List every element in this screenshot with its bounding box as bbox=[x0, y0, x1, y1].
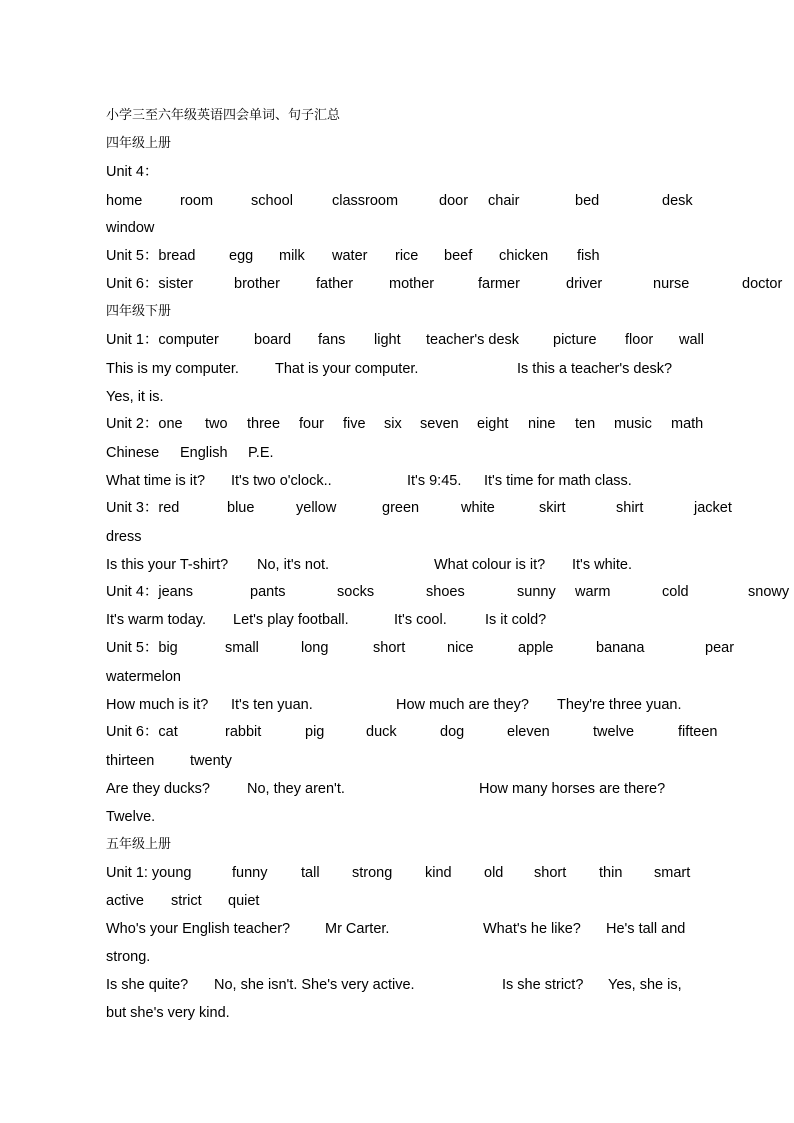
vocab-word: socks bbox=[337, 584, 375, 600]
vocab-word: brother bbox=[234, 276, 280, 292]
vocab-word: cold bbox=[662, 584, 689, 600]
sentence-line bbox=[106, 974, 794, 996]
vocab-word: math bbox=[671, 416, 704, 432]
vocab-word: light bbox=[374, 332, 401, 348]
word-list-line bbox=[106, 497, 794, 519]
example-sentence: What time is it? bbox=[106, 473, 206, 489]
section-heading-grade4-second-term: 四年级下册 bbox=[106, 304, 172, 319]
vocab-word: twelve bbox=[593, 724, 635, 740]
vocab-word: short bbox=[534, 865, 567, 881]
example-sentence: Are they ducks? bbox=[106, 781, 210, 797]
word-list-line bbox=[106, 442, 794, 464]
sentence-line: Twelve. bbox=[106, 809, 156, 825]
word-list-line: dress bbox=[106, 529, 142, 545]
vocab-word: old bbox=[484, 865, 504, 881]
example-sentence: How much are they? bbox=[396, 697, 529, 713]
example-sentence: How many horses are there? bbox=[479, 781, 666, 797]
section-heading-grade4-first-term: 四年级上册 bbox=[106, 136, 172, 151]
vocab-word: Unit 6：sister bbox=[106, 276, 194, 292]
word-list-line bbox=[106, 862, 794, 884]
vocab-word: shoes bbox=[426, 584, 465, 600]
example-sentence: It's 9:45. bbox=[407, 473, 462, 489]
sentence-line: but she's very kind. bbox=[106, 1005, 230, 1021]
vocab-word: fans bbox=[318, 332, 346, 348]
vocab-word: yellow bbox=[296, 500, 337, 516]
vocab-word: blue bbox=[227, 500, 255, 516]
vocab-word: egg bbox=[229, 248, 254, 264]
example-sentence: Who's your English teacher? bbox=[106, 921, 291, 937]
vocab-word: English bbox=[180, 445, 228, 461]
vocab-word: board bbox=[254, 332, 292, 348]
vocab-word: warm bbox=[575, 584, 611, 600]
vocab-word: dog bbox=[440, 724, 465, 740]
example-sentence: Is it cold? bbox=[485, 612, 547, 628]
vocab-word: chair bbox=[488, 193, 520, 209]
vocab-word: quiet bbox=[228, 893, 260, 909]
vocab-word: fish bbox=[577, 248, 600, 264]
sentence-line: Yes, it is. bbox=[106, 389, 164, 405]
sentence-line bbox=[106, 609, 794, 631]
unit-label: Unit 4： bbox=[106, 164, 159, 180]
vocab-word: skirt bbox=[539, 500, 566, 516]
example-sentence: It's time for math class. bbox=[484, 473, 632, 489]
vocab-word: classroom bbox=[332, 193, 399, 209]
vocab-word: teacher's desk bbox=[426, 332, 520, 348]
vocab-word: banana bbox=[596, 640, 645, 656]
sentence-line bbox=[106, 694, 794, 716]
vocab-word: funny bbox=[232, 865, 268, 881]
vocab-word: long bbox=[301, 640, 329, 656]
vocab-word: short bbox=[373, 640, 406, 656]
sentence-line bbox=[106, 778, 794, 800]
vocab-word: mother bbox=[389, 276, 435, 292]
vocab-word: music bbox=[614, 416, 652, 432]
vocab-word: thin bbox=[599, 865, 623, 881]
word-list-line bbox=[106, 581, 794, 603]
example-sentence: It's white. bbox=[572, 557, 632, 573]
vocab-word: nice bbox=[447, 640, 474, 656]
vocab-word: jacket bbox=[694, 500, 732, 516]
sentence-line bbox=[106, 554, 794, 576]
section-heading-grade5-first-term: 五年级上册 bbox=[106, 837, 172, 852]
vocab-word: active bbox=[106, 893, 144, 909]
vocab-word: doctor bbox=[742, 276, 783, 292]
example-sentence: That is your computer. bbox=[275, 361, 419, 377]
vocab-word: milk bbox=[279, 248, 305, 264]
example-sentence: Is this a teacher's desk? bbox=[517, 361, 673, 377]
example-sentence: No, they aren't. bbox=[247, 781, 345, 797]
example-sentence: They're three yuan. bbox=[557, 697, 682, 713]
example-sentence: This is my computer. bbox=[106, 361, 239, 377]
example-sentence: It's cool. bbox=[394, 612, 447, 628]
example-sentence: No, she isn't. She's very active. bbox=[214, 977, 415, 993]
vocab-word: duck bbox=[366, 724, 397, 740]
example-sentence: Is this your T-shirt? bbox=[106, 557, 229, 573]
vocab-word: Chinese bbox=[106, 445, 160, 461]
example-sentence: No, it's not. bbox=[257, 557, 330, 573]
vocab-word: eight bbox=[477, 416, 509, 432]
word-list-line bbox=[106, 190, 794, 212]
example-sentence: Mr Carter. bbox=[325, 921, 390, 937]
vocab-word: door bbox=[439, 193, 469, 209]
sentence-line: strong. bbox=[106, 949, 151, 965]
vocab-word: kind bbox=[425, 865, 452, 881]
vocab-word: strong bbox=[352, 865, 393, 881]
example-sentence: Let's play football. bbox=[233, 612, 349, 628]
vocab-word: father bbox=[316, 276, 354, 292]
vocab-word: small bbox=[225, 640, 259, 656]
vocab-word: rice bbox=[395, 248, 419, 264]
vocab-word: eleven bbox=[507, 724, 550, 740]
vocab-word: Unit 1: young bbox=[106, 865, 192, 881]
vocab-word: pig bbox=[305, 724, 325, 740]
vocab-word: chicken bbox=[499, 248, 549, 264]
vocab-word: Unit 2：one bbox=[106, 416, 183, 432]
vocab-word: smart bbox=[654, 865, 691, 881]
example-sentence: He's tall and bbox=[606, 921, 686, 937]
vocab-word: Unit 5：big bbox=[106, 640, 178, 656]
vocab-word: room bbox=[180, 193, 214, 209]
vocab-word: driver bbox=[566, 276, 603, 292]
vocab-word: P.E. bbox=[248, 445, 274, 461]
vocab-word: bed bbox=[575, 193, 600, 209]
vocab-word: nine bbox=[528, 416, 556, 432]
vocab-word: desk bbox=[662, 193, 693, 209]
vocab-word: Unit 3：red bbox=[106, 500, 180, 516]
vocab-word: water bbox=[332, 248, 368, 264]
word-list-line bbox=[106, 890, 794, 912]
vocab-word: white bbox=[461, 500, 495, 516]
vocab-word: fifteen bbox=[678, 724, 718, 740]
example-sentence: It's two o'clock.. bbox=[231, 473, 332, 489]
sentence-line bbox=[106, 918, 794, 940]
vocab-word: thirteen bbox=[106, 753, 155, 769]
vocab-word: shirt bbox=[616, 500, 644, 516]
vocab-word: beef bbox=[444, 248, 473, 264]
vocab-word: tall bbox=[301, 865, 320, 881]
vocab-word: nurse bbox=[653, 276, 690, 292]
word-list-line: window bbox=[106, 220, 155, 236]
vocab-word: Unit 6：cat bbox=[106, 724, 178, 740]
document-title: 小学三至六年级英语四会单词、句子汇总 bbox=[106, 108, 341, 123]
example-sentence: Yes, she is, bbox=[608, 977, 682, 993]
vocab-word: wall bbox=[679, 332, 704, 348]
vocab-word: home bbox=[106, 193, 143, 209]
sentence-line bbox=[106, 470, 794, 492]
vocab-word: twenty bbox=[190, 753, 232, 769]
word-list-line bbox=[106, 329, 794, 351]
example-sentence: Is she quite? bbox=[106, 977, 189, 993]
word-list-line: watermelon bbox=[106, 669, 181, 685]
word-list-line bbox=[106, 637, 794, 659]
word-list-line bbox=[106, 750, 794, 772]
vocab-word: seven bbox=[420, 416, 459, 432]
vocab-word: Unit 5：bread bbox=[106, 248, 196, 264]
vocab-word: five bbox=[343, 416, 366, 432]
example-sentence: It's ten yuan. bbox=[231, 697, 313, 713]
vocab-word: picture bbox=[553, 332, 597, 348]
word-list-line bbox=[106, 721, 794, 743]
word-list-line bbox=[106, 413, 794, 435]
vocab-word: apple bbox=[518, 640, 554, 656]
vocab-word: three bbox=[247, 416, 281, 432]
word-list-line bbox=[106, 273, 794, 295]
vocab-word: rabbit bbox=[225, 724, 262, 740]
vocab-word: Unit 4：jeans bbox=[106, 584, 194, 600]
example-sentence: What's he like? bbox=[483, 921, 581, 937]
example-sentence: It's warm today. bbox=[106, 612, 206, 628]
vocab-word: green bbox=[382, 500, 420, 516]
example-sentence: What colour is it? bbox=[434, 557, 546, 573]
vocab-word: six bbox=[384, 416, 402, 432]
example-sentence: Is she strict? bbox=[502, 977, 584, 993]
vocab-word: ten bbox=[575, 416, 596, 432]
vocab-word: Unit 1：computer bbox=[106, 332, 219, 348]
vocab-word: snowy bbox=[748, 584, 790, 600]
vocab-word: four bbox=[299, 416, 324, 432]
vocab-word: two bbox=[205, 416, 228, 432]
vocab-word: floor bbox=[625, 332, 654, 348]
example-sentence: How much is it? bbox=[106, 697, 209, 713]
vocab-word: farmer bbox=[478, 276, 520, 292]
vocab-word: strict bbox=[171, 893, 202, 909]
word-list-line bbox=[106, 245, 794, 267]
vocab-word: pants bbox=[250, 584, 286, 600]
vocab-word: school bbox=[251, 193, 293, 209]
vocab-word: pear bbox=[705, 640, 735, 656]
sentence-line bbox=[106, 358, 794, 380]
vocab-word: sunny bbox=[517, 584, 556, 600]
